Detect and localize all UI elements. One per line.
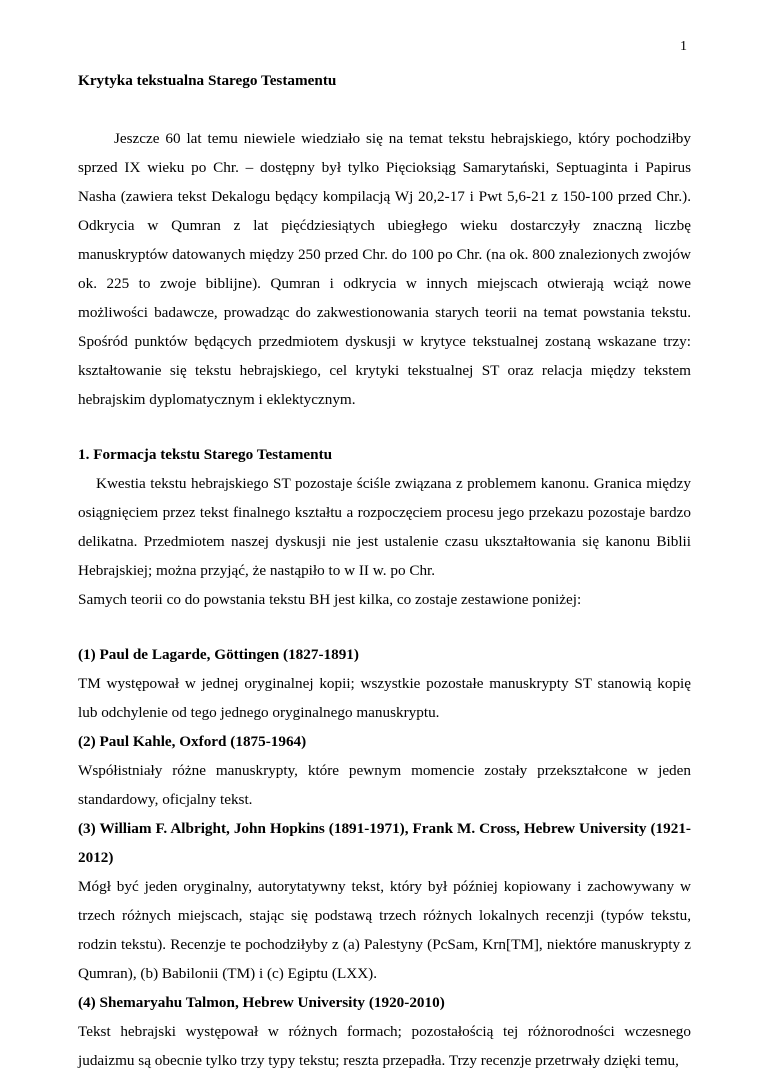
document-title: Krytyka tekstualna Starego Testamentu (78, 72, 337, 89)
theory-1-text: TM występował w jednej oryginalnej kopii; wszystkie pozostałe manuskrypty ST stanowią kopię lub odchylenie od tego jednego oryginalnego manuskryptu. (78, 675, 691, 721)
section-1-heading: 1. Formacja tekstu Starego Testamentu (78, 446, 333, 463)
theory-4-heading: (4) Shemaryahu Talmon, Hebrew University (1920-2010) (78, 994, 445, 1011)
document-body (78, 66, 691, 1075)
section-1-lead-in: Samych teorii co do powstania tekstu BH jest kilka, co zostaje zestawione poniżej: (78, 591, 582, 608)
theory-1-heading: (1) Paul de Lagarde, Göttingen (1827-1891) (78, 646, 359, 663)
section-1-paragraph: Kwestia tekstu hebrajskiego ST pozostaje ściśle związana z problemem kanonu. Granica między osiągnięciem przez tekst finalnego kształtu a rozpoczęciem procesu jego przekazu pozostaje bardzo delikatna. Przedmiotem naszej dyskusji nie jest ustalenie czasu ukształtowania się kanonu Biblii Hebrajskiej; można przyjąć, że nastąpiło to w II w. po Chr. (78, 475, 691, 579)
theory-3-text: Mógł być jeden oryginalny, autorytatywny tekst, który był później kopiowany i zachowywany w trzech różnych miejscach, stając się podstawą trzech różnych lokalnych recenzji (typów tekstu, rodzin tekstu). Recenzje te pochodziłyby z (a) Palestyny (PcSam, Krn[TM], niektóre manuskrypty z Qumran), (b) Babilonii (TM) i (c) Egiptu (LXX). (78, 878, 691, 982)
page-number: 1 (680, 39, 687, 54)
theory-4-text: Tekst hebrajski występował w różnych formach; pozostałością tej różnorodności wczesnego judaizmu są obecnie tylko trzy typy tekstu; reszta przepadła. Trzy recenzje przetrwały dzięki temu, (78, 1023, 691, 1069)
theory-3-heading: (3) William F. Albright, John Hopkins (1891-1971), Frank M. Cross, Hebrew University (1921-2012) (78, 820, 691, 866)
theory-2-heading: (2) Paul Kahle, Oxford (1875-1964) (78, 733, 307, 750)
theory-2-text: Współistniały różne manuskrypty, które pewnym momencie zostały przekształcone w jeden standardowy, oficjalny tekst. (78, 762, 691, 808)
intro-paragraph: Jeszcze 60 lat temu niewiele wiedziało się na temat tekstu hebrajskiego, który pochodziłby sprzed IX wieku po Chr. – dostępny był tylko Pięcioksiąg Samarytański, Septuaginta i Papirus Nasha (zawiera tekst Dekalogu będący kompilacją Wj 20,2-17 i Pwt 5,6-21 z 150-100 przed Chr.). Odkrycia w Qumran z lat pięćdziesiątych ubiegłego wieku dostarczyły znaczną liczbę manuskryptów datowanych między 250 przed Chr. do 100 po Chr. (na ok. 800 znalezionych zwojów ok. 225 to zwoje biblijne). Qumran i odkrycia w innych miejscach otwierają wciąż nowe możliwości badawcze, prowadząc do zakwestionowania starych teorii na temat powstania tekstu. Spośród punktów będących przedmiotem dyskusji w krytyce tekstualnej zostaną wskazane trzy: kształtowanie się tekstu hebrajskiego, cel krytyki tekstualnej ST oraz relacja między tekstem hebrajskim dyplomatycznym i eklektycznym. (78, 130, 691, 408)
